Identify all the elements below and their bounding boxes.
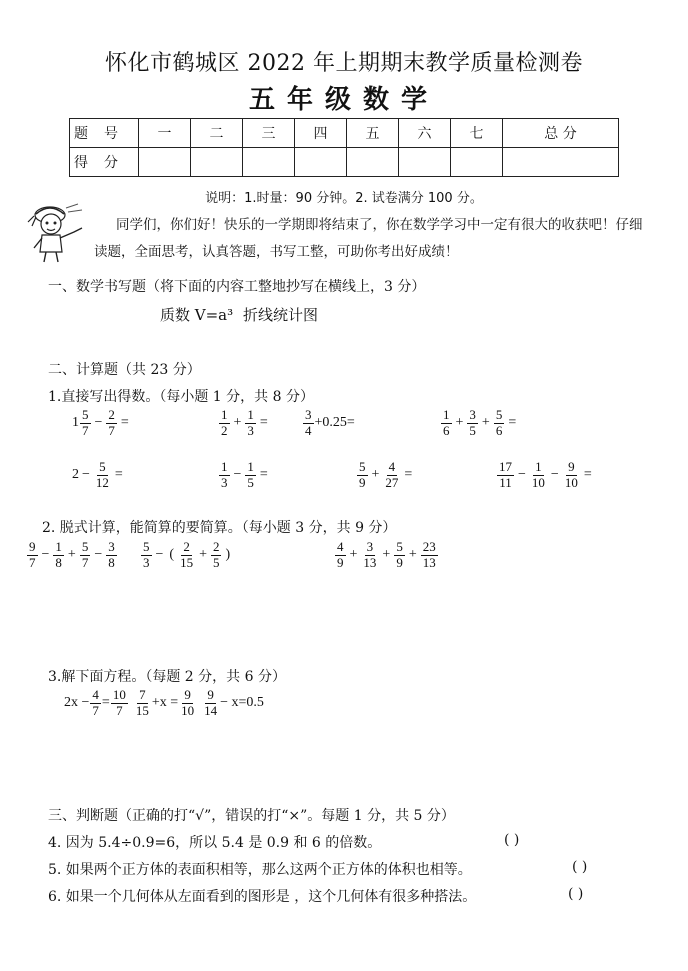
fraction: $\frac{4}{7}$ xyxy=(92,687,99,718)
section1-title: 一、数学书写题（将下面的内容工整地抄写在横线上，3 分） xyxy=(48,279,426,295)
cell-score[interactable] xyxy=(399,148,451,177)
cell-score[interactable] xyxy=(451,148,503,177)
fraction: 7 15 xyxy=(135,687,149,718)
judge-item-4: 4. 因为 5.4÷0.9=6，所以 5.4 是 0.9 和 6 的倍数。 xyxy=(48,835,382,851)
fraction: 1 6 xyxy=(443,407,450,438)
exam-subtitle: 五年级数学 xyxy=(248,85,439,115)
section1-content-b: 折线统计图 xyxy=(243,306,319,324)
answer-bracket[interactable]: ( ) xyxy=(504,832,520,848)
q1-item-4: 1 6 + $\frac{3}{5}$ + $\frac{5}{6}$ = xyxy=(443,407,517,438)
eq-term: − x=0.5 xyxy=(220,695,264,711)
fraction: $\frac{23}{13}$ xyxy=(422,539,436,570)
cell-score[interactable] xyxy=(503,148,619,177)
cell-score[interactable] xyxy=(295,148,347,177)
cell-q2: 二 xyxy=(191,119,243,148)
whole-number: 1 xyxy=(72,415,79,431)
fraction: 2 15 xyxy=(180,539,194,570)
section2-title: 二、计算题（共 23 分） xyxy=(48,362,201,378)
cell-score[interactable] xyxy=(191,148,243,177)
cell-q1: 一 xyxy=(139,119,191,148)
fraction: 3 4 xyxy=(305,407,312,438)
score-table-score-row xyxy=(70,148,619,177)
fraction: 1 2 xyxy=(221,407,228,438)
answer-bracket[interactable]: ( ) xyxy=(572,859,588,875)
decimal-term: +0.25= xyxy=(314,415,355,431)
intro-paragraph: 同学们，你们好！快乐的一学期即将结束了，你在数学学习中一定有很大的收获吧！仔细读题，全面思考，认真答题，书写工整，可助你考出好成绩！ xyxy=(94,217,643,260)
fraction: 1 3 xyxy=(221,459,228,490)
answer-bracket[interactable]: ( ) xyxy=(568,886,584,902)
fraction: $\frac{1}{10}$ xyxy=(531,459,545,490)
cell-score[interactable] xyxy=(243,148,295,177)
q2-item-2: 5 3 − ( 2 15 + $\frac{2}{5}$ ) xyxy=(143,539,231,570)
q3-equations xyxy=(64,688,264,719)
cell-score[interactable] xyxy=(139,148,191,177)
fraction: $\frac{5}{12}$ xyxy=(95,459,109,490)
fraction: $\frac{5}{9}$ xyxy=(396,539,403,570)
cell-label: 题号 xyxy=(70,119,139,148)
fraction: 9 7 xyxy=(29,539,36,570)
q1-item-2: 1 2 + $\frac{1}{3}$ = xyxy=(221,407,268,438)
section3-title: 三、判断题（正确的打“√”，错误的打“×”。每题 1 分，共 5 分） xyxy=(48,808,455,824)
exam-note: 说明：1.时量：90 分钟。2. 试卷满分 100 分。 xyxy=(205,191,483,206)
fraction: $\frac{3}{8}$ xyxy=(108,539,115,570)
fraction: 17 11 xyxy=(499,459,512,490)
fraction: 5 7 xyxy=(82,407,89,438)
q1-item-3 xyxy=(302,408,355,439)
whole-number: 2 xyxy=(72,467,79,483)
q1-item-7: 5 9 + $\frac{4}{27}$ = xyxy=(359,459,413,490)
cartoon-girl-pointing-icon xyxy=(26,202,88,264)
fraction: $\frac{3}{13}$ xyxy=(363,539,377,570)
judge-item-6: 6. 如果一个几何体从左面看到的图形是 ，这个几何体有很多种搭法。 xyxy=(48,889,477,905)
judge-item-5: 5. 如果两个正方体的表面积相等，那么这两个正方体的体积也相等。 xyxy=(48,862,472,878)
cell-score[interactable] xyxy=(347,148,399,177)
q3-label: 3.解下面方程。（每题 2 分，共 6 分） xyxy=(48,669,286,685)
cell-score-label: 得分 xyxy=(70,148,139,177)
fraction: $\frac{10}{7}$ xyxy=(112,687,126,718)
cell-q7: 七 xyxy=(451,119,503,148)
score-table xyxy=(69,118,619,177)
fraction: $\frac{1}{3}$ xyxy=(247,407,254,438)
eq-term: 2x − xyxy=(64,695,90,711)
fraction: 4 9 xyxy=(337,539,344,570)
fraction: $\frac{4}{27}$ xyxy=(385,459,399,490)
q2-item-3: 4 9 + $\frac{3}{13}$ + $\frac{5}{9}$ + $\frac{23}{13}$ xyxy=(337,539,436,570)
cell-total: 总 分 xyxy=(503,119,619,148)
q2-item-1: 9 7 − $\frac{1}{8}$ + $\frac{5}{7}$ − $\frac{3}{8}$ xyxy=(29,539,115,570)
q1-label: 1.直接写出得数。（每小题 1 分，共 8 分） xyxy=(48,389,314,405)
eq-term: = xyxy=(101,695,110,711)
fraction: $\frac{9}{10}$ xyxy=(564,459,578,490)
q1-item-6: 1 3 − $\frac{1}{5}$ = xyxy=(221,459,268,490)
fraction: $\frac{1}{8}$ xyxy=(55,539,62,570)
fraction: 5 9 xyxy=(359,459,366,490)
q2-label: 2. 脱式计算，能简算的要简算。（每小题 3 分，共 9 分） xyxy=(42,520,397,536)
cell-q4: 四 xyxy=(295,119,347,148)
cell-q5: 五 xyxy=(347,119,399,148)
fraction: $\frac{9}{10}$ xyxy=(181,687,195,718)
q1-item-8: 17 11 − $\frac{1}{10}$ − $\frac{9}{10}$ = xyxy=(499,459,592,490)
fraction: $\frac{1}{5}$ xyxy=(247,459,254,490)
score-table-header-row xyxy=(70,119,619,148)
fraction: $\frac{2}{7}$ xyxy=(108,407,115,438)
fraction: 9 14 xyxy=(204,687,218,718)
eq-term: +x = xyxy=(151,695,179,711)
fraction: $\frac{2}{5}$ xyxy=(212,539,220,570)
cell-q6: 六 xyxy=(399,119,451,148)
exam-title: 怀化市鹤城区 2022 年上期期末教学质量检测卷 xyxy=(105,51,583,76)
q1-item-1: 1 5 7 − $\frac{2}{7}$ = xyxy=(72,407,129,438)
fraction: $\frac{5}{6}$ xyxy=(495,407,503,438)
cell-q3: 三 xyxy=(243,119,295,148)
q1-item-5: 2 − $\frac{5}{12}$ = xyxy=(72,459,123,490)
fraction: $\frac{3}{5}$ xyxy=(469,407,476,438)
fraction: $\frac{5}{7}$ xyxy=(81,539,89,570)
section1-content-a: 质数 V=a³ xyxy=(160,306,234,324)
fraction: 5 3 xyxy=(143,539,150,570)
